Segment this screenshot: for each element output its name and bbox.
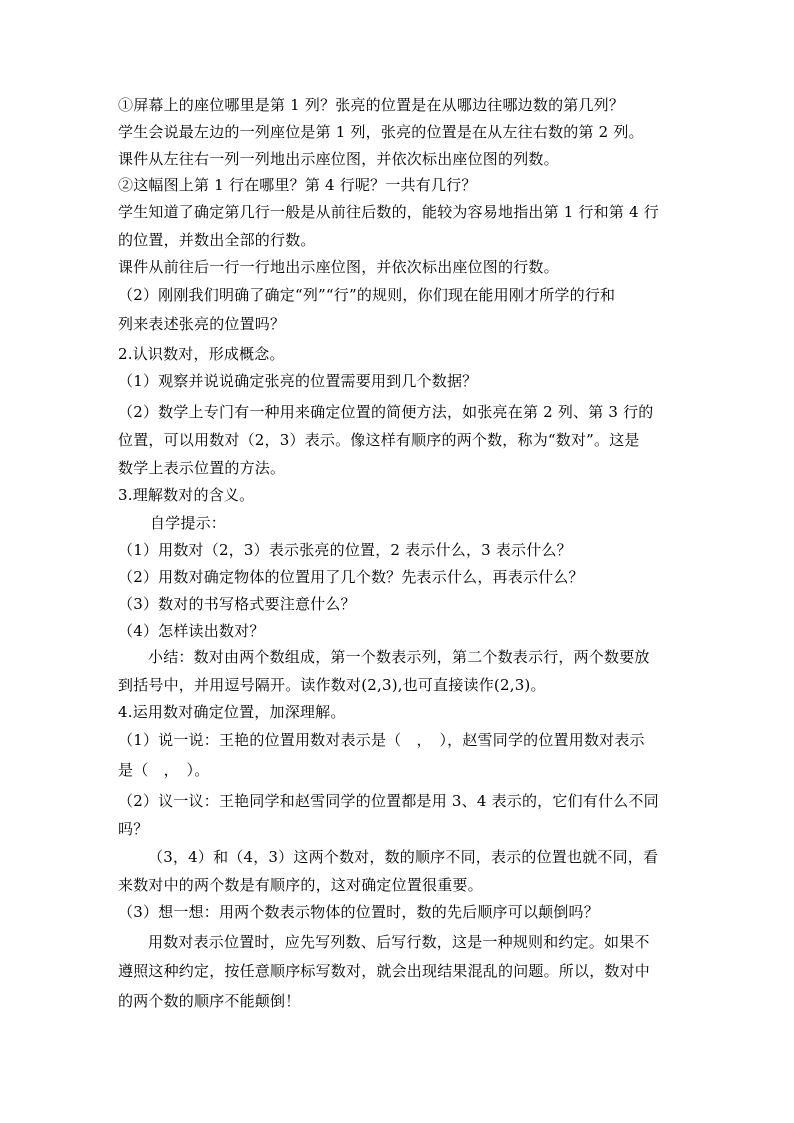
text-line: ②这幅图上第 1 行在哪里？第 4 行呢？一共有几行？ [118, 176, 477, 194]
text-line: （1）说一说：王艳的位置用数对表示是（ ， ），赵雪同学的位置用数对表示 [118, 731, 645, 749]
section-heading: 2.认识数对，形成概念。 [118, 345, 285, 363]
list-item: （1）用数对（2，3）表示张亮的位置，2 表示什么，3 表示什么？ [118, 541, 572, 559]
text-line: 遵照这种约定，按任意顺序标写数对，就会出现结果混乱的问题。所以，数对中 [118, 962, 651, 980]
text-line: （2）议一议：王艳同学和赵雪同学的位置都是用 3、4 表示的，它们有什么不同 [118, 792, 659, 810]
section-heading: 4.运用数对确定位置，加深理解。 [118, 703, 346, 721]
text-line: 列来表述张亮的位置吗？ [118, 315, 286, 333]
text-line: 来数对中的两个数是有顺序的，这对确定位置很重要。 [118, 876, 483, 894]
text-line: 的两个数的顺序不能颠倒！ [118, 992, 301, 1010]
summary-text: 到括号中，并用逗号隔开。读作数对(2,3),也可直接读作(2,3)。 [118, 676, 546, 694]
hint-label: 自学提示： [150, 514, 227, 532]
text-line: （2）刚刚我们明确了确定“列”“行”的规则，你们现在能用刚才所学的行和 [118, 286, 616, 304]
list-item: （4）怎样读出数对？ [118, 622, 265, 640]
text-line: 用数对表示位置时，应先写列数、后写行数，这是一种规则和约定。如果不 [148, 933, 650, 951]
list-item: （3）数对的书写格式要注意什么？ [118, 595, 356, 613]
text-line: 学生知道了确定第几行一般是从前往后数的，能较为容易地指出第 1 行和第 4 行 [118, 203, 659, 221]
text-line: 是（ ， ）。 [118, 761, 210, 779]
text-line: （2）数学上专门有一种用来确定位置的简便方法，如张亮在第 2 列、第 3 行的 [118, 403, 654, 421]
text-line: ①屏幕上的座位哪里是第 1 列？张亮的位置是在从哪边往哪边数的第几列？ [118, 96, 625, 114]
text-line: 数学上表示位置的方法。 [118, 459, 286, 477]
text-line: 课件从左往右一列一列地出示座位图，并依次标出座位图的列数。 [118, 150, 559, 168]
summary-text: 小结：数对由两个数组成，第一个数表示列，第二个数表示行，两个数要放 [148, 648, 650, 666]
text-line: 学生会说最左边的一列座位是第 1 列，张亮的位置是在从左往右数的第 2 列。 [118, 123, 644, 141]
text-line: （1）观察并说说确定张亮的位置需要用到几个数据？ [118, 372, 478, 390]
text-line: 课件从前往后一行一行地出示座位图，并依次标出座位图的行数。 [118, 258, 559, 276]
text-line: 位置，可以用数对（2，3）表示。像这样有顺序的两个数，称为“数对”。这是 [118, 431, 640, 449]
text-line: （3，4）和（4，3）这两个数对，数的顺序不同，表示的位置也就不同，看 [148, 848, 659, 866]
text-line: 吗？ [118, 820, 149, 838]
text-line: 的位置，并数出全部的行数。 [118, 231, 316, 249]
list-item: （2）用数对确定物体的位置用了几个数？先表示什么，再表示什么？ [118, 568, 584, 586]
text-line: （3）想一想：用两个数表示物体的位置时，数的先后顺序可以颠倒吗？ [118, 903, 599, 921]
section-heading: 3.理解数对的含义。 [118, 486, 255, 504]
